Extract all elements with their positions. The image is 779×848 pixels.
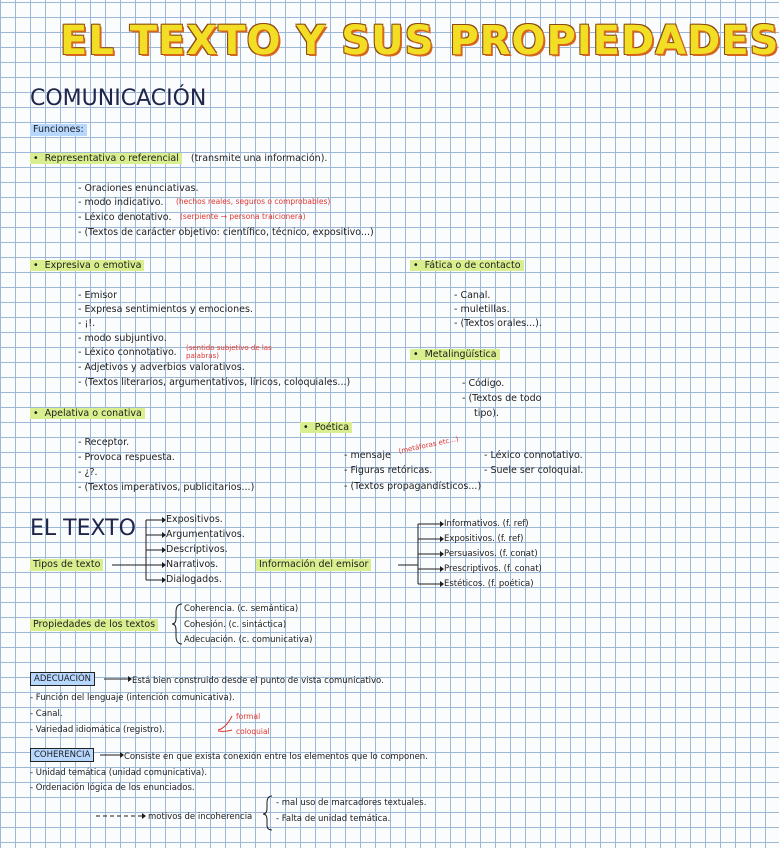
motivos-label: motivos de incoherencia [148,812,253,822]
adecuacion-label: ADECUACIÓN [30,672,95,686]
apelativa-label: • Apelativa o conativa [30,408,145,419]
list-item: - mal uso de marcadores textuales. [276,798,427,808]
representativa-label: • Representativa o referencial [30,153,182,164]
red-arrows [218,716,232,731]
list-item: Prescriptivos. (f. conat) [444,564,542,574]
red-formal: formal [236,712,261,721]
list-item: Adecuación. (c. comunicativa) [184,635,313,645]
arrowhead [440,521,444,587]
list-item: - Léxico connotativo. [484,450,583,461]
coherencia-label: COHERENCIA [30,748,94,762]
list-item: - (Textos propagandísticos...) [344,481,482,492]
list-item: - ¡!. [78,318,96,329]
list-item: Dialogados. [166,574,222,585]
list-item: - modo indicativo. [78,197,164,208]
arrowhead [120,676,146,819]
list-item: Descriptivos. [166,544,228,555]
list-item: - Oraciones enunciativas. [78,183,199,194]
tipos-label: Tipos de texto [30,559,103,571]
list-item: Narrativos. [166,559,219,570]
list-item: - Suele ser coloquial. [484,465,584,476]
list-item: - Adjetivos y adverbios valorativos. [78,362,245,373]
list-item: - Ordenación lógica de los enunciados. [30,783,195,793]
red-note-sentido: (sentido subjetivo de las palabras) [186,344,272,360]
motivos-brace [263,796,272,830]
list-item: - (Textos imperativos, publicitarios...) [78,482,255,493]
tipos-connector [112,520,162,580]
list-item: Persuasivos. (f. conat) [444,549,538,559]
list-item: Informativos. (f. ref) [444,519,529,529]
arrowhead [162,517,166,583]
funciones-label: Funciones: [30,124,87,136]
list-item: - ¿?. [78,467,98,478]
list-item: Expositivos. [166,514,223,525]
list-item: - Unidad temática (unidad comunicativa). [30,768,208,778]
poetica-label: • Poética [300,422,352,433]
info-emisor-label: Información del emisor [256,559,371,571]
list-item: - mensaje [344,450,391,461]
list-item: - (Textos orales...). [454,318,542,329]
list-item: Expositivos. (f. ref) [444,534,524,544]
list-item: - Falta de unidad temática. [276,814,391,824]
list-item: Coherencia. (c. semántica) [184,604,299,614]
heading-el-texto: EL TEXTO [30,516,136,541]
list-item: - Expresa sentimientos y emociones. [78,304,253,315]
list-item: - muletillas. [454,304,510,315]
list-item: - Código. [462,378,505,389]
adecuacion-def: Está bien construido desde el punto de vista comunicativo. [132,676,384,686]
page-title: EL TEXTO Y SUS PROPIEDADES [60,18,779,64]
list-item: - Función del lenguaje (intención comunicativa). [30,693,235,703]
list-item: - modo subjuntivo. [78,333,167,344]
list-item: - (Textos de todo [462,393,542,404]
list-item: - Léxico connotativo. [78,347,177,358]
expresiva-label: • Expresiva o emotiva [30,260,144,271]
propiedades-label: Propiedades de los textos [30,619,158,631]
representativa-note: (transmite una información). [190,153,328,164]
list-item: Cohesión. (c. sintáctica) [184,620,287,630]
info-connector [398,524,440,584]
list-item: - Canal. [30,709,63,719]
red-coloquial: coloquial [236,727,270,736]
list-item: - Emisor [78,290,118,301]
red-note-modo: (hechos reales, seguros o comprobables) [176,197,331,206]
fatica-label: • Fática o de contacto [410,260,524,271]
list-item: tipo). [474,408,499,419]
list-item: Argumentativos. [166,529,245,540]
propiedades-brace [172,604,182,644]
list-item: - Canal. [454,290,491,301]
list-item: - Figuras retóricas. [344,465,433,476]
list-item: - Variedad idiomática (registro). [30,725,165,735]
red-note-lexico: (serpiente → persona traicionera) [180,212,306,221]
list-item: - Provoca respuesta. [78,452,175,463]
coherencia-def: Consiste en que exista conexión entre los elementos que lo componen. [124,752,428,762]
list-item: - (Textos literarios, argumentativos, líricos, coloquiales...) [78,377,351,388]
list-item: - (Textos de carácter objetivo: científico, técnico, expositivo...) [78,227,374,238]
list-item: - Receptor. [78,437,130,448]
metalinguistica-label: • Metalingüística [410,349,500,360]
red-note-metaforas: (metáforas etc...) [397,434,460,456]
list-item: Estéticos. (f. poética) [444,579,534,589]
list-item: - Léxico denotativo. [78,212,172,223]
heading-comunicacion: COMUNICACIÓN [30,86,207,111]
